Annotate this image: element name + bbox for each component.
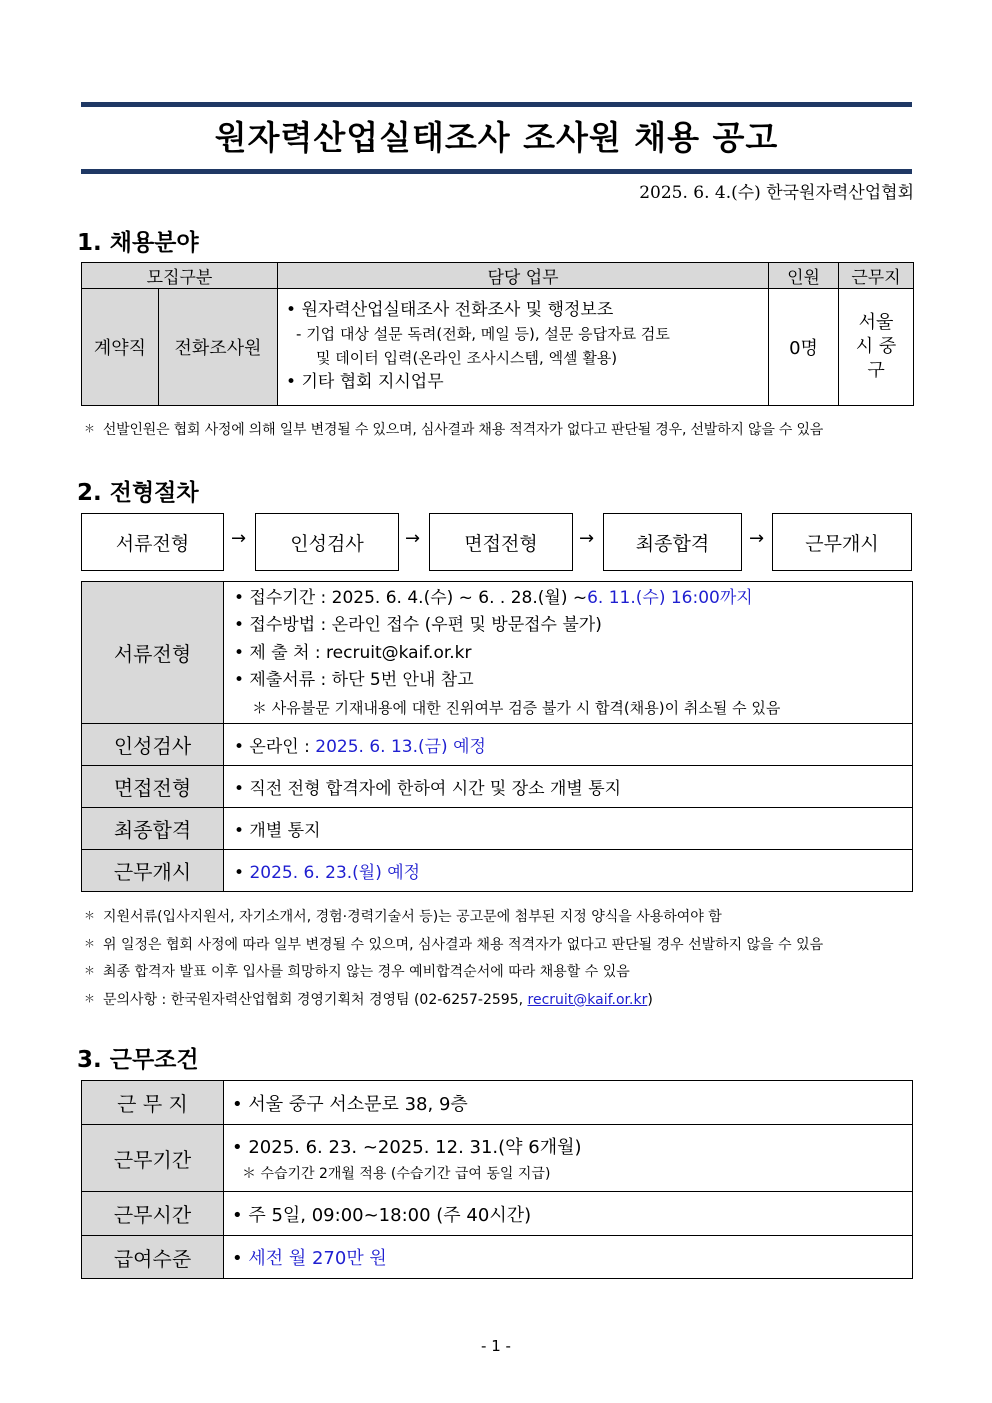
note-star: ＊ <box>84 936 95 950</box>
personality-prefix: • 온라인 : <box>234 737 310 757</box>
header-duty: 담당 업무 <box>278 263 769 289</box>
arrow-icon: → <box>405 528 421 549</box>
work-location-text: 서울시 중구 <box>855 312 897 381</box>
section-1-note-text: 선발인원은 협회 사정에 의해 일부 변경될 수 있으며, 심사결과 채용 적격자가 없다고 판단될 경우, 선발하지 않을 수 있음 <box>102 422 824 438</box>
duty-line: - 기업 대상 설문 독려(전화, 메일 등), 설문 응답자료 검토 <box>296 325 670 343</box>
headcount: 0명 <box>769 289 839 406</box>
header-location: 근무지 <box>839 263 914 289</box>
verification-warning: ＊ 사유불문 기재내용에 대한 진위여부 검증 불가 시 합격(채용)이 취소될 수 있음 <box>252 698 781 717</box>
row-label-final: 최종합격 <box>82 808 224 850</box>
note-line <box>84 932 823 960</box>
required-documents: • 제출서류 : 하단 5번 안내 참고 <box>234 670 474 690</box>
work-address: • 서울 중구 서소문로 38, 9층 <box>224 1081 913 1125</box>
step-work-start: 근무개시 <box>772 513 912 571</box>
salary-amount: 세전 월 270만 원 <box>248 1248 387 1269</box>
arrow-icon: → <box>579 528 595 549</box>
step-document-screening: 서류전형 <box>81 513 224 571</box>
dateline: 2025. 6. 4.(수) 한국원자력산업협회 <box>639 183 914 203</box>
contact-line <box>84 987 823 1015</box>
application-period-text: • 접수기간 : 2025. 6. 4.(수) ~ 6. . 28.(월) ~ <box>234 587 588 608</box>
application-period <box>234 585 912 613</box>
work-location <box>839 289 914 406</box>
row-label-interview: 면접전형 <box>82 766 224 808</box>
section-1-note <box>84 419 823 439</box>
note-line <box>84 904 823 932</box>
work-hours: • 주 5일, 09:00~18:00 (주 40시간) <box>224 1192 913 1236</box>
row-label-personality: 인성검사 <box>82 724 224 766</box>
note-text: 위 일정은 협회 사정에 따라 일부 변경될 수 있으며, 심사결과 채용 적격자가 없다고 판단될 경우 선발하지 않을 수 있음 <box>103 936 824 953</box>
title-bottom-rule <box>81 169 912 174</box>
step-final-pass: 최종합격 <box>603 513 742 571</box>
submission-address: • 제 출 처 : recruit@kaif.or.kr <box>234 642 472 663</box>
interview-details: • 직전 전형 합격자에 한하여 시간 및 장소 개별 통지 <box>224 766 913 808</box>
row-label-period: 근무기간 <box>82 1125 224 1192</box>
contact-email-link[interactable]: recruit@kaif.or.kr <box>527 991 648 1008</box>
probation-note: ＊ 수습기간 2개월 적용 (수습기간 급여 동일 지급) <box>242 1166 551 1182</box>
section-2-heading: 2. 전형절차 <box>77 480 199 506</box>
recruitment-field-table <box>81 262 914 406</box>
selection-process-table <box>81 581 913 892</box>
note-line <box>84 959 823 987</box>
header-category: 모집구분 <box>82 263 278 289</box>
start-details <box>224 850 913 892</box>
start-prefix: • <box>234 863 245 883</box>
arrow-icon: → <box>749 528 765 549</box>
application-deadline: 6. 11.(수) 16:00까지 <box>587 587 753 608</box>
personality-details <box>224 724 913 766</box>
start-date: 2025. 6. 23.(월) 예정 <box>249 863 421 883</box>
personality-date: 2025. 6. 13.(금) 예정 <box>315 737 486 757</box>
step-personality-test: 인성검사 <box>255 513 399 571</box>
page-title: 원자력산업실태조사 조사원 채용 공고 <box>214 118 779 157</box>
row-label-hours: 근무시간 <box>82 1192 224 1236</box>
note-star: ＊ <box>84 991 95 1005</box>
duty-line: • 기타 협회 지시업무 <box>286 372 444 392</box>
note-text: 지원서류(입사지원서, 자기소개서, 경험·경력기술서 등)는 공고문에 첨부된 지정 양식을 사용하여야 함 <box>103 909 722 925</box>
row-label-salary: 급여수준 <box>82 1236 224 1279</box>
application-method: • 접수방법 : 온라인 접수 (우편 및 방문접수 불가) <box>234 615 602 635</box>
section-3-heading: 3. 근무조건 <box>77 1047 199 1073</box>
work-conditions-table <box>81 1080 913 1279</box>
section-2-notes <box>84 904 823 1014</box>
salary-details <box>224 1236 913 1279</box>
row-label-screening: 서류전형 <box>82 582 224 724</box>
note-star: ＊ <box>84 422 95 435</box>
title-top-rule <box>81 102 912 107</box>
arrow-icon: → <box>231 528 247 549</box>
page-number: - 1 - <box>481 1337 511 1355</box>
row-label-location: 근 무 지 <box>82 1081 224 1125</box>
work-period <box>224 1125 913 1192</box>
work-period-text: • 2025. 6. 23. ~2025. 12. 31.(약 6개월) <box>232 1137 582 1158</box>
duty-cell <box>278 289 769 406</box>
employment-type: 계약직 <box>82 289 159 406</box>
contact-suffix: ) <box>647 991 653 1008</box>
header-count: 인원 <box>769 263 839 289</box>
position-name: 전화조사원 <box>159 289 278 406</box>
note-star: ＊ <box>84 909 95 922</box>
screening-details <box>224 582 913 724</box>
note-text: 최종 합격자 발표 이후 입사를 희망하지 않는 경우 예비합격순서에 따라 채용할 수 있음 <box>103 964 630 980</box>
step-interview: 면접전형 <box>429 513 573 571</box>
row-label-start: 근무개시 <box>82 850 224 892</box>
contact-text: 문의사항 : 한국원자력산업협회 경영기획처 경영팀 (02-6257-2595, <box>103 991 524 1008</box>
final-details: • 개별 통지 <box>224 808 913 850</box>
salary-prefix: • <box>232 1248 243 1269</box>
section-1-heading: 1. 채용분야 <box>77 230 199 256</box>
note-star: ＊ <box>84 964 95 977</box>
duty-line: • 원자력산업실태조사 전화조사 및 행정보조 <box>286 300 614 320</box>
duty-line: 및 데이터 입력(온라인 조사시스템, 엑셀 활용) <box>316 349 618 367</box>
